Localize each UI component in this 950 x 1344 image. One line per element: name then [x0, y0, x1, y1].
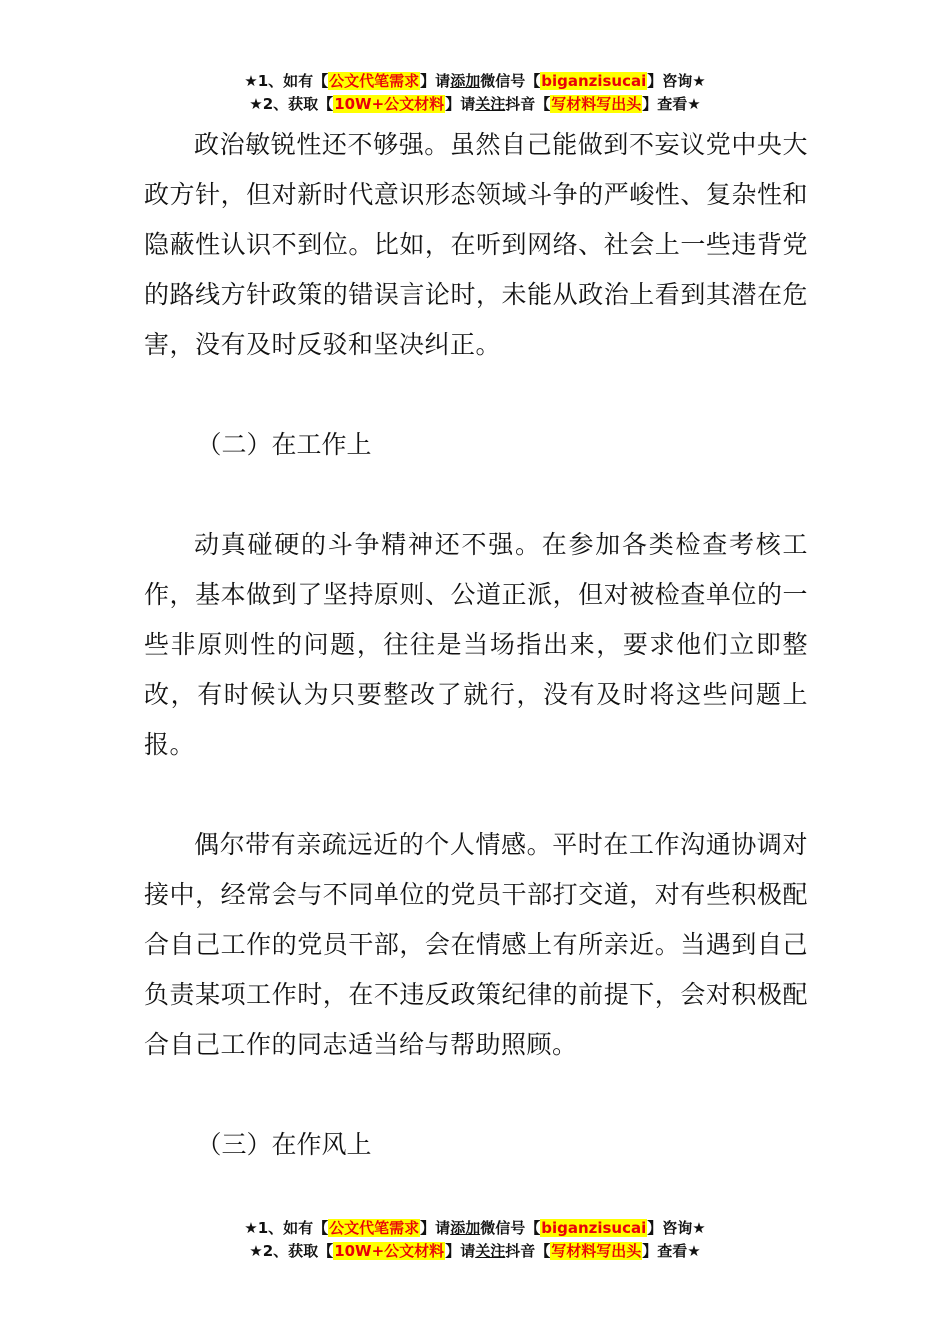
banner-text: ★2、获取【	[249, 95, 334, 113]
highlight-text: 写材料写出头	[551, 1242, 642, 1260]
highlight-text: 公文代笔需求	[329, 1219, 420, 1237]
banner-line-2	[0, 1240, 950, 1263]
banner-text: 】查看★	[642, 95, 701, 113]
banner-text: 】请	[445, 95, 476, 113]
header-banner	[0, 70, 950, 116]
highlight-text: biganzisucai	[541, 1219, 647, 1237]
banner-text: 】查看★	[642, 1242, 701, 1260]
banner-text: 】请	[445, 1242, 476, 1260]
footer-banner	[0, 1217, 950, 1263]
banner-line-2	[0, 93, 950, 116]
highlight-text: 10W+公文材料	[334, 95, 445, 113]
highlight-text: 10W+公文材料	[334, 1242, 445, 1260]
paragraph-struggle-spirit: 动真碰硬的斗争精神还不强。在参加各类检查考核工作，基本做到了坚持原则、公道正派，但对被检查单位的一些非原则性的问题，往往是当场指出来，要求他们立即整改，有时候认为只要整改了就行，没有及时将这些问题上报。	[144, 530, 808, 759]
highlight-text: biganzisucai	[541, 72, 647, 90]
highlight-text: 写材料写出头	[551, 95, 642, 113]
banner-text: 抖音【	[505, 1242, 551, 1260]
banner-text: ★2、获取【	[249, 1242, 334, 1260]
banner-text: ★1、如有【	[244, 72, 329, 90]
underlined-text: 添加	[450, 1219, 481, 1237]
underlined-text: 关注	[475, 95, 506, 113]
highlight-text: 公文代笔需求	[329, 72, 420, 90]
document-body	[144, 120, 808, 1220]
banner-text: 微信号【	[480, 72, 541, 90]
banner-line-1	[0, 70, 950, 93]
underlined-text: 关注	[475, 1242, 506, 1260]
paragraph-personal-feelings: 偶尔带有亲疏远近的个人情感。平时在工作沟通协调对接中，经常会与不同单位的党员干部打交道，对有些积极配合自己工作的党员干部，会在情感上有所亲近。当遇到自己负责某项工作时，在不违反政策纪律的前提下，会对积极配合自己工作的同志适当给与帮助照顾。	[144, 830, 808, 1059]
banner-text: 】咨询★	[647, 72, 706, 90]
underlined-text: 添加	[450, 72, 481, 90]
banner-text: 】咨询★	[647, 1219, 706, 1237]
section-heading-style: （三）在作风上	[196, 1130, 372, 1159]
banner-text: 微信号【	[480, 1219, 541, 1237]
banner-line-1	[0, 1217, 950, 1240]
banner-text: ★1、如有【	[244, 1219, 329, 1237]
banner-text: 抖音【	[505, 95, 551, 113]
paragraph-political-sensitivity: 政治敏锐性还不够强。虽然自己能做到不妄议党中央大政方针，但对新时代意识形态领域斗争的严峻性、复杂性和隐蔽性认识不到位。比如，在听到网络、社会上一些违背党的路线方针政策的错误言论时，未能从政治上看到其潜在危害，没有及时反驳和坚决纠正。	[144, 130, 808, 359]
banner-text: 】请	[420, 1219, 451, 1237]
banner-text: 】请	[420, 72, 451, 90]
section-heading-work: （二）在工作上	[196, 430, 372, 459]
